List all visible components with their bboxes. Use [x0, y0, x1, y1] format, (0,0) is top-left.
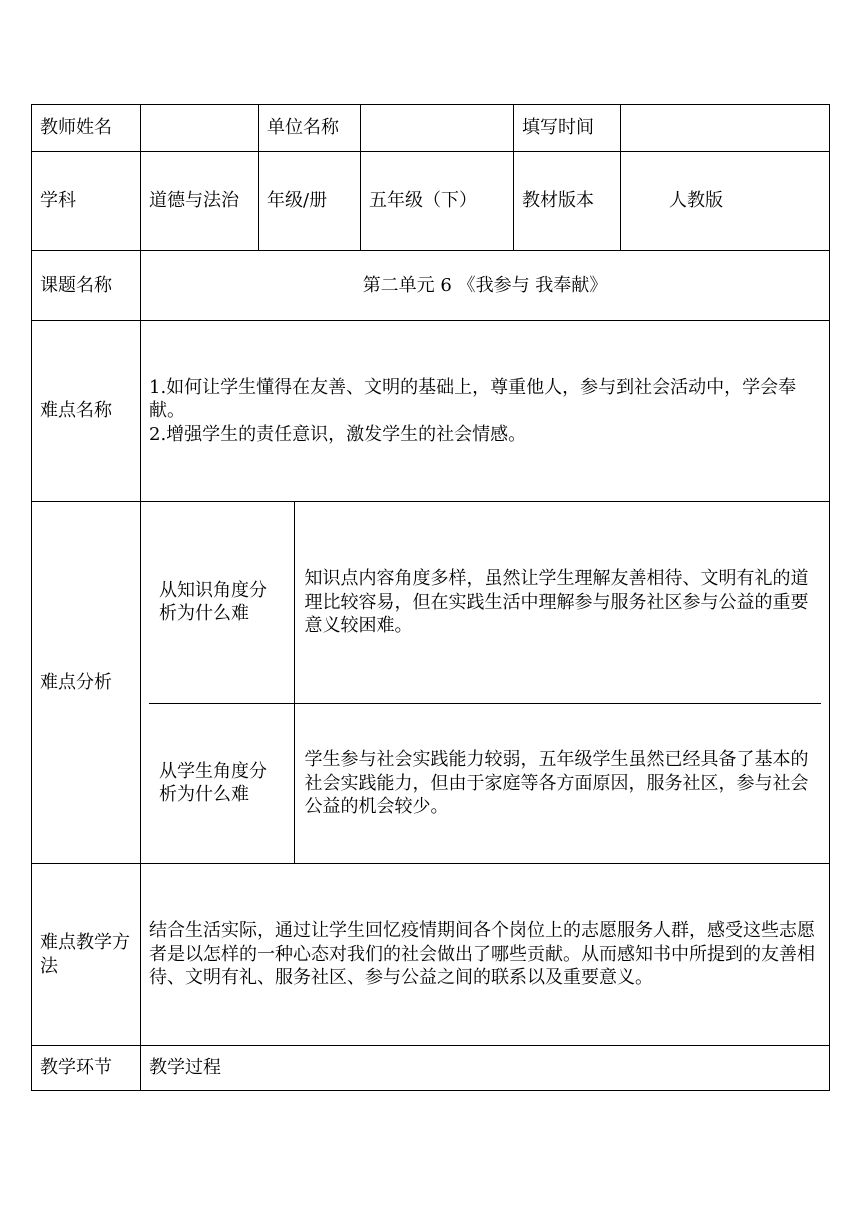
topic-value: 第二单元 6 《我参与 我奉献》: [141, 251, 830, 321]
fill-date-value: [621, 105, 830, 152]
row-method: [32, 864, 830, 1046]
grade-value: 五年级（下）: [361, 152, 514, 251]
subject-label: 学科: [32, 152, 141, 251]
fill-date-label: 填写时间: [514, 105, 621, 152]
process-label: 教学环节: [32, 1046, 141, 1091]
subject-value: 道德与法治: [141, 152, 259, 251]
row-teacher-info: [32, 105, 830, 152]
teacher-name-label: 教师姓名: [32, 105, 141, 152]
grade-label: 年级/册: [259, 152, 361, 251]
lesson-plan-table: [31, 104, 830, 1091]
teacher-name-value: [141, 105, 259, 152]
row-subject-info: [32, 152, 830, 251]
analysis-content: [141, 502, 830, 864]
analysis-subtable: [149, 502, 821, 863]
difficulty-item-1: 1.如何让学生懂得在友善、文明的基础上，尊重他人，参与到社会活动中，学会奉献。: [149, 376, 797, 422]
analysis-knowledge-row: [149, 502, 821, 703]
analysis-label: 难点分析: [32, 502, 141, 864]
row-difficulty: [32, 321, 830, 502]
method-label: 难点教学方法: [32, 864, 141, 1046]
row-process: [32, 1046, 830, 1091]
row-analysis: [32, 502, 830, 864]
difficulty-item-2: 2.增强学生的责任意识，激发学生的社会情感。: [149, 423, 527, 445]
row-topic: [32, 251, 830, 321]
student-angle-text: 学生参与社会实践能力较弱，五年级学生虽然已经具备了基本的社会实践能力，但由于家庭等各方面原因，服务社区，参与社会公益的机会较少。: [294, 703, 821, 863]
student-angle-label: 从学生角度分析为什么难: [149, 703, 294, 863]
method-text: 结合生活实际，通过让学生回忆疫情期间各个岗位上的志愿服务人群，感受这些志愿者是以怎样的一种心态对我们的社会做出了哪些贡献。从而感知书中所提到的友善相待、文明有礼、服务社区、参与公益之间的联系以及重要意义。: [141, 864, 830, 1046]
difficulty-label: 难点名称: [32, 321, 141, 502]
knowledge-angle-text: 知识点内容角度多样，虽然让学生理解友善相待、文明有礼的道理比较容易，但在实践生活中理解参与服务社区参与公益的重要意义较困难。: [294, 502, 821, 703]
edition-value: 人教版: [621, 152, 830, 251]
unit-name-value: [361, 105, 514, 152]
difficulty-content: [141, 321, 830, 502]
process-value: 教学过程: [141, 1046, 830, 1091]
analysis-student-row: [149, 703, 821, 863]
topic-label: 课题名称: [32, 251, 141, 321]
unit-name-label: 单位名称: [259, 105, 361, 152]
knowledge-angle-label: 从知识角度分析为什么难: [149, 502, 294, 703]
edition-label: 教材版本: [514, 152, 621, 251]
